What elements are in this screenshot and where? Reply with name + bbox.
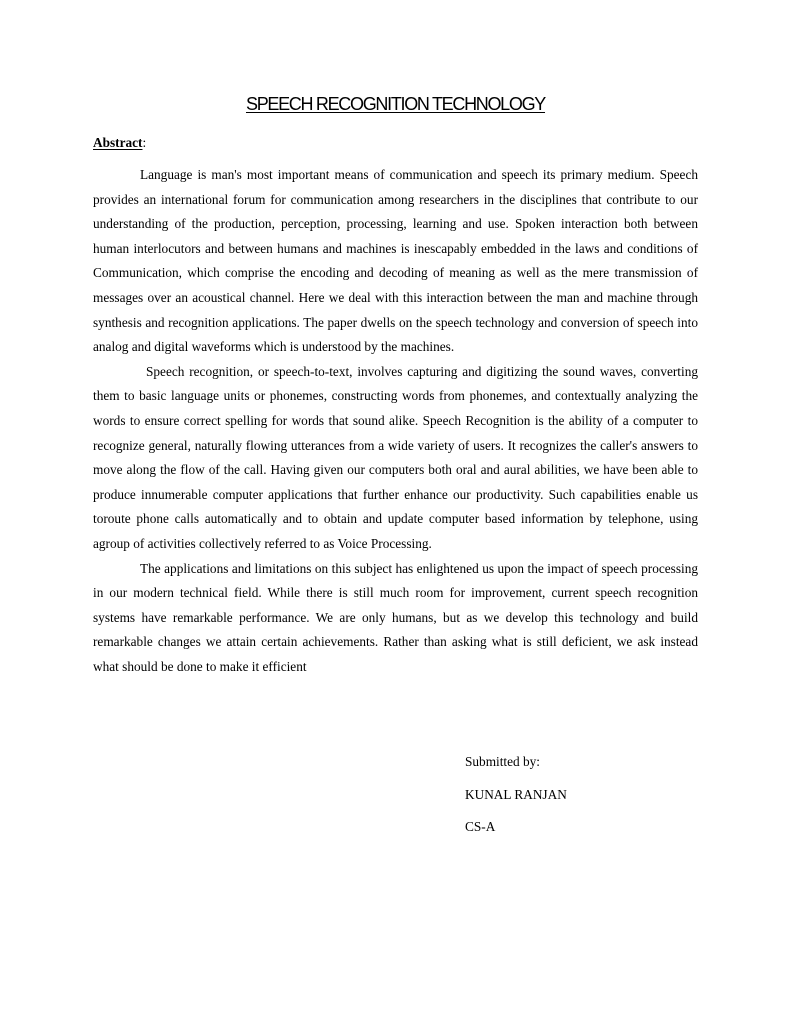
abstract-colon: :: [142, 135, 147, 150]
abstract-body: [93, 163, 698, 679]
abstract-paragraph-3: The applications and limitations on this subject has enlightened us upon the impact of speech processing in our modern technical field. While there is still much room for improvement, current speech recognition systems have remarkable performance. We are only humans, but as we develop this technology and build remarkable changes we attain certain achievements. Rather than asking what is still deficient, we ask instead what should be done to make it efficient: [93, 560, 698, 674]
abstract-paragraph-2: Speech recognition, or speech-to-text, involves capturing and digitizing the sound waves, converting them to basic language units or phonemes, constructing words from phonemes, and contextually analyzing the words to ensure correct spelling for words that sound alike. Speech Recognition is the ability of a computer to recognize general, naturally flowing utterances from a wide variety of users. It recognizes the caller's answers to move along the flow of the call. Having given our computers both oral and aural abilities, we have been able to produce innumerable computer applications that further enhance our productivity. Such capabilities enable us toroute phone calls automatically and to obtain and update computer based information by telephone, using agroup of activities collectively referred to as Voice Processing.: [93, 363, 698, 551]
abstract-label: Abstract: [93, 135, 143, 150]
page-title-text: SPEECH RECOGNITION TECHNOLOGY: [245, 94, 546, 114]
signature-block: [465, 753, 567, 851]
abstract-heading: [93, 134, 146, 152]
page-title: [93, 93, 698, 115]
author-section: CS-A: [465, 819, 496, 835]
author-name: KUNAL RANJAN: [465, 786, 567, 802]
abstract-paragraph-1: Language is man's most important means of communication and speech its primary medium. Speech provides an international forum for communication among researchers in the disciplines that contribute to our understanding of the production, perception, processing, learning and use. Spoken interaction both between human interlocutors and between humans and machines is inescapably embedded in the laws and conditions of Communication, which comprise the encoding and decoding of meaning as well as the mere transmission of messages over an acoustical channel. Here we deal with this interaction between the man and machine through synthesis and recognition applications. The paper dwells on the speech technology and conversion of speech into analog and digital waveforms which is understood by the machines.: [93, 167, 698, 355]
submitted-by-label: Submitted by:: [465, 754, 540, 769]
